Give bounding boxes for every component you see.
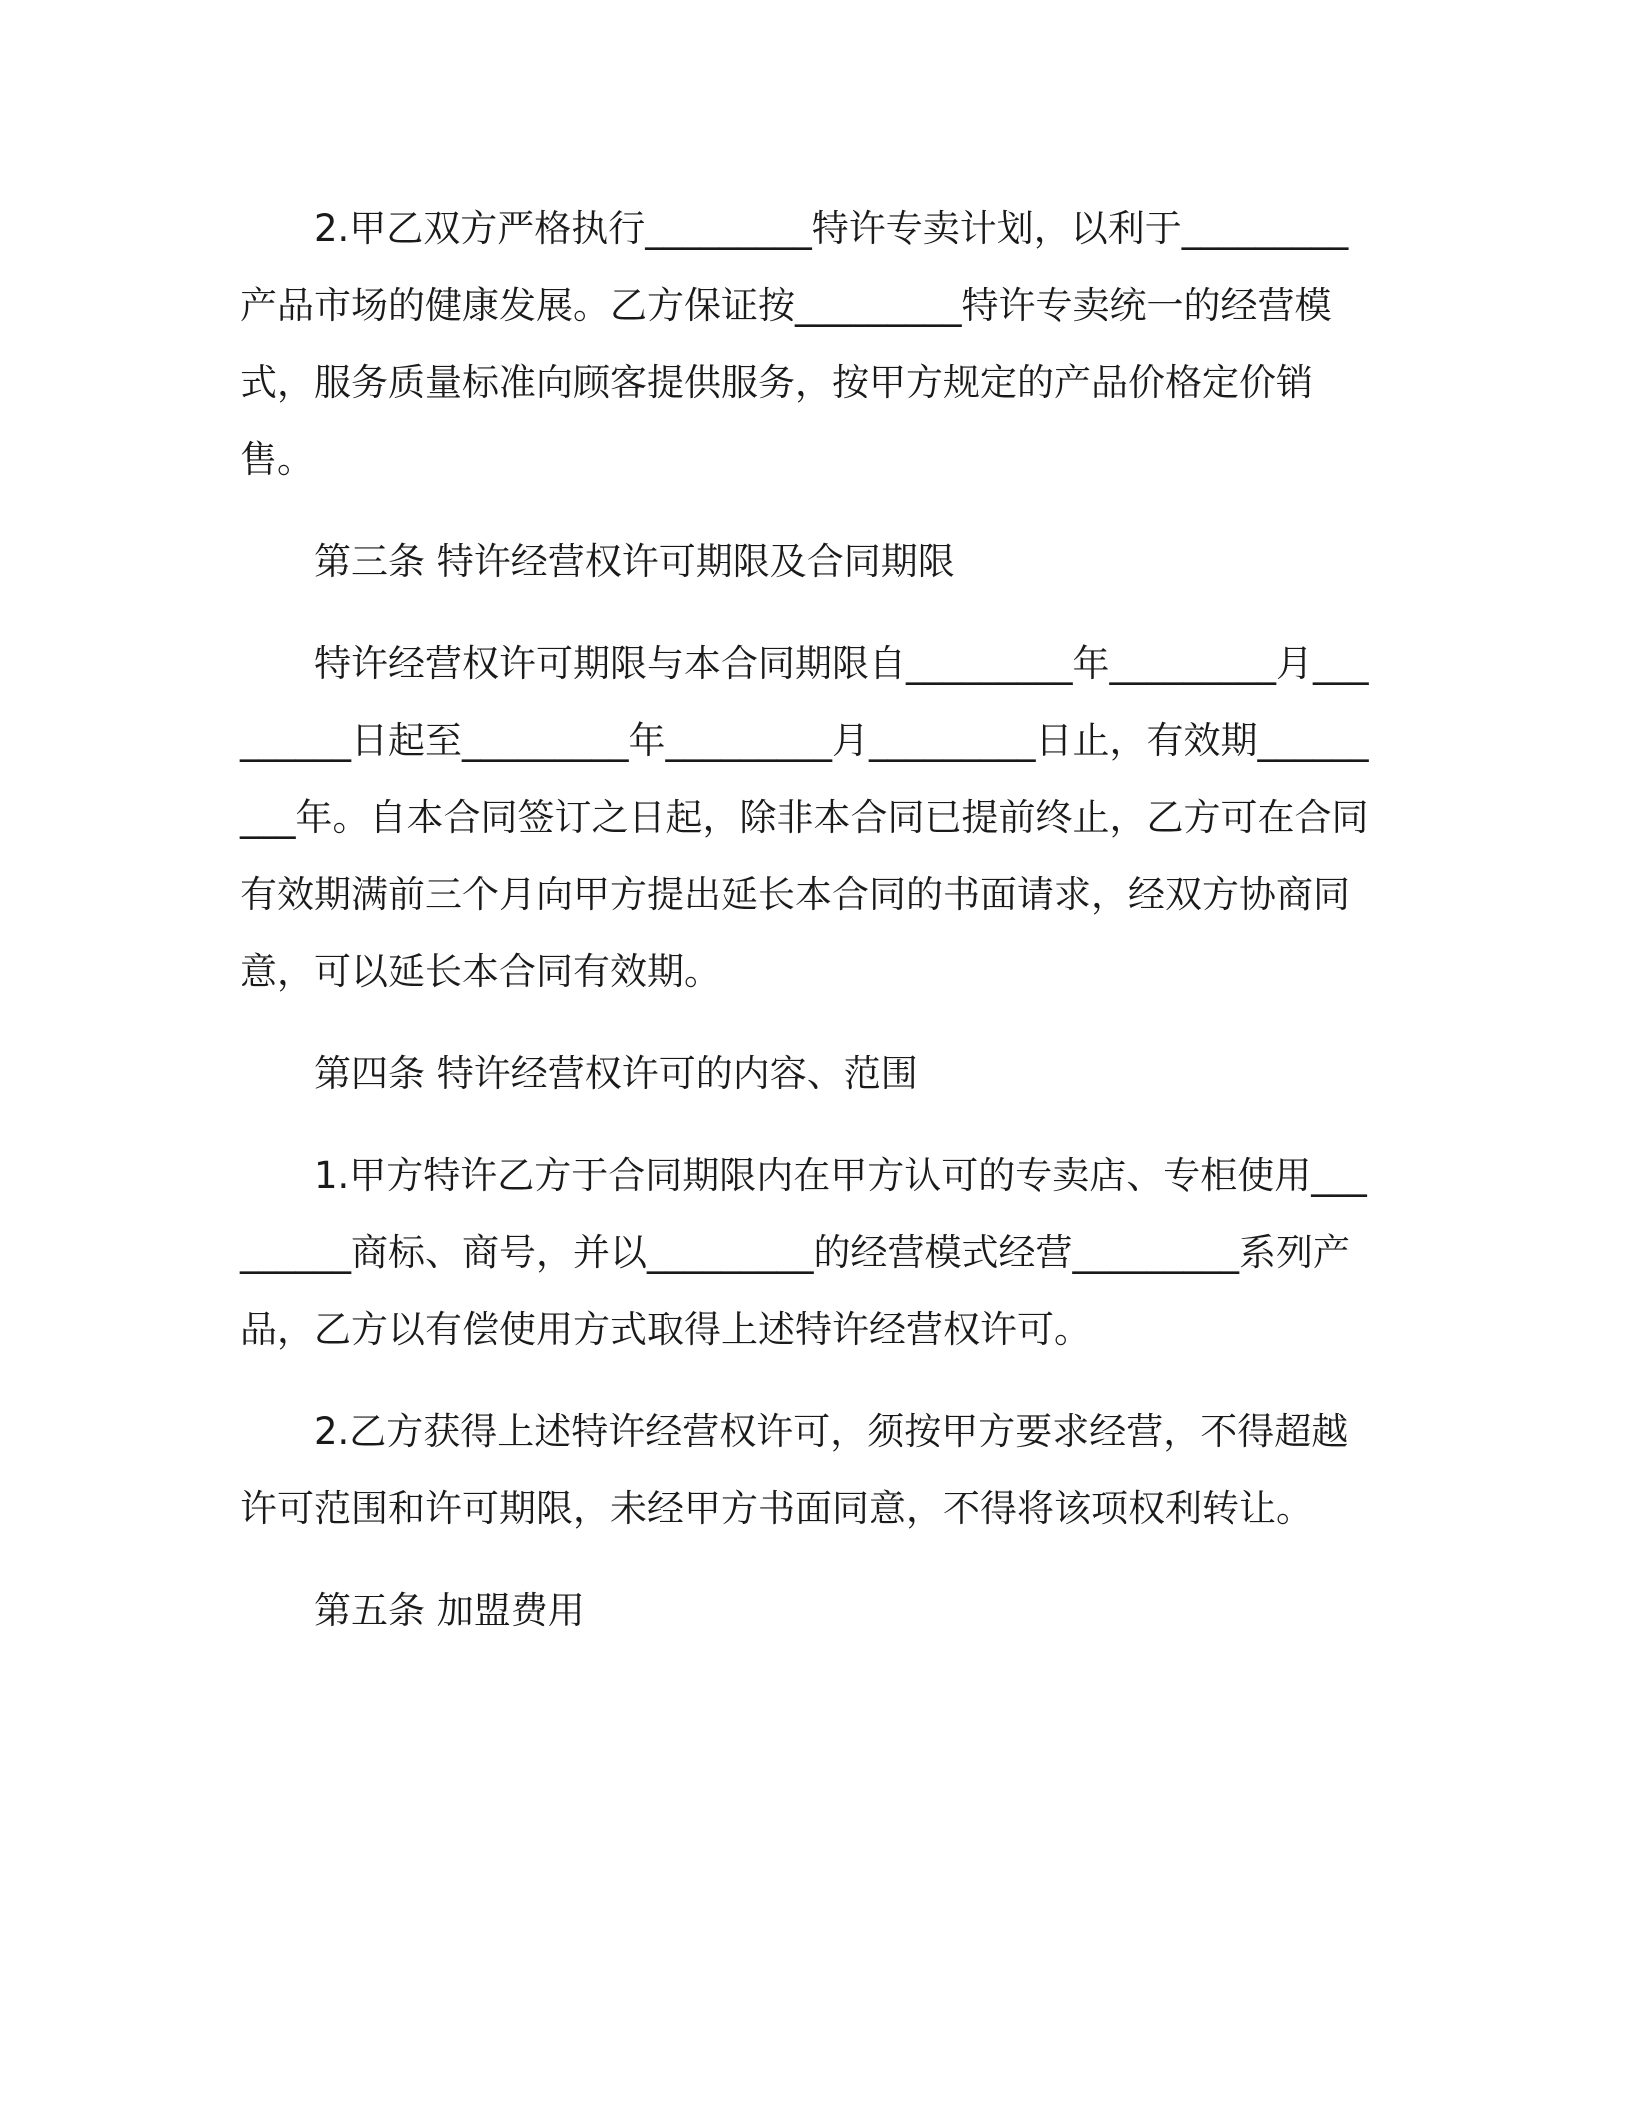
license-term-paragraph: 特许经营权许可期限与本合同期限自_________年_________月_________日起至_________年_________月_________日止，有效期_________年。自本合同签订之日起，除非本合同已提前终止，乙方可在合同有效期满前三个月向甲方提出延长本合同的书面请求，经双方协商同意，可以延长本合同有效期。 — [240, 642, 1369, 993]
clause-1-license-scope-paragraph: 1.甲方特许乙方于合同期限内在甲方认可的专卖店、专柜使用_________商标、商号，并以_________的经营模式经营_________系列产品，乙方以有偿使用方式取得上述特许经营权许可。 — [240, 1154, 1367, 1351]
clause-2-restrictions-paragraph: 2.乙方获得上述特许经营权许可，须按甲方要求经营，不得超越许可范围和许可期限，未经甲方书面同意，不得将该项权利转让。 — [240, 1410, 1349, 1530]
article-5-heading: 第五条 加盟费用 — [314, 1589, 585, 1632]
article-3-heading: 第三条 特许经营权许可期限及合同期限 — [314, 540, 955, 583]
clause-2-execution-paragraph: 2.甲乙双方严格执行_________特许专卖计划，以利于_________产品市场的健康发展。乙方保证按_________特许专卖统一的经营模式，服务质量标准向顾客提供服务，按甲方规定的产品价格定价销售。 — [240, 207, 1349, 481]
document-body — [240, 190, 1380, 1649]
article-4-heading: 第四条 特许经营权许可的内容、范围 — [314, 1052, 918, 1095]
